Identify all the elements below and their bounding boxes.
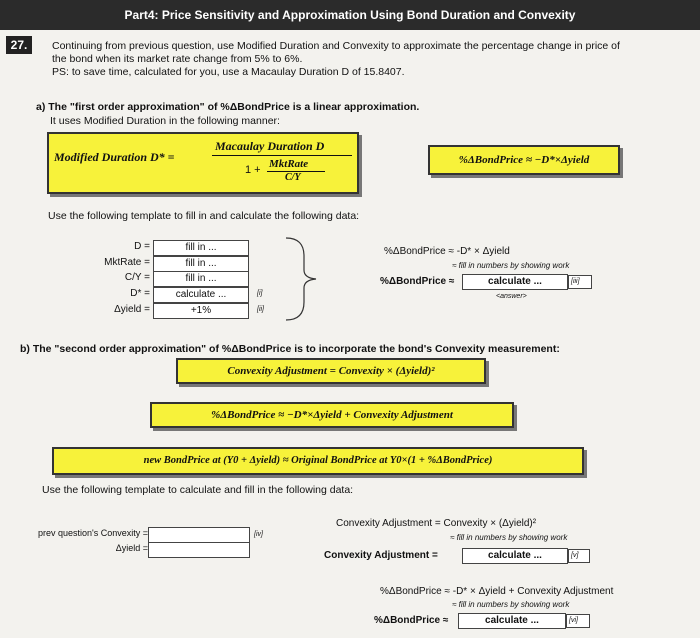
label-cy: C/Y = xyxy=(124,272,150,283)
tag-v: [v] xyxy=(568,549,590,563)
input-prev-convexity[interactable] xyxy=(148,527,250,543)
part-a-result-note: ≈ fill in numbers by showing work xyxy=(452,261,570,270)
question-line-3: PS: to save time, calculated for you, use a Macaulay Duration D of 15.8407. xyxy=(52,66,405,78)
prev-convexity-label: prev question's Convexity = xyxy=(37,528,148,538)
question-number: 27. xyxy=(6,36,32,54)
part-a-instruction: Use the following template to fill in and calculate the following data: xyxy=(48,210,360,222)
first-order-formula-box: %ΔBondPrice ≈ −D*×Δyield xyxy=(428,145,620,175)
part-a-calculate-field[interactable]: calculate ... xyxy=(462,274,568,290)
label-d: D = xyxy=(134,241,150,252)
part-b-instruction: Use the following template to calculate and fill in the following data: xyxy=(42,484,354,496)
question-line-2: the bond when its market rate change from 5% to 6%. xyxy=(52,53,303,65)
part-b-heading: b) The "second order approximation" of %ΔBondPrice is to incorporate the bond's Convexity measurement: xyxy=(20,343,560,355)
price-label: %ΔBondPrice ≈ xyxy=(374,615,449,626)
fraction-line xyxy=(212,155,352,156)
tag-iii: [iii] xyxy=(568,275,592,289)
convexity-adjustment-equation: Convexity Adjustment = Convexity × (Δyield)² xyxy=(336,518,537,529)
part-a-heading: a) The "first order approximation" of %ΔBondPrice is a linear approximation. xyxy=(36,101,420,113)
brace-icon xyxy=(282,236,322,322)
part-a-subheading: It uses Modified Duration in the following manner: xyxy=(50,115,280,127)
formula-den-denominator: C/Y xyxy=(285,172,301,183)
modified-duration-formula-box xyxy=(47,132,359,194)
answer-placeholder: <answer> xyxy=(496,293,527,300)
convexity-note: ≈ fill in numbers by showing work xyxy=(450,533,568,542)
label-mktrate: MktRate = xyxy=(104,257,150,268)
input-b-dyield[interactable] xyxy=(148,542,250,558)
input-mktrate[interactable]: fill in ... xyxy=(153,256,249,272)
part-a-result-label: %ΔBondPrice ≈ xyxy=(380,276,455,287)
input-d[interactable]: fill in ... xyxy=(153,240,249,256)
formula-numerator: Macaulay Duration D xyxy=(215,139,325,153)
formula-denominator-prefix: 1 + xyxy=(245,164,261,176)
label-dstar: D* = xyxy=(130,288,150,299)
convexity-calculate-field[interactable]: calculate ... xyxy=(462,548,568,564)
tag-ii: [ii] xyxy=(257,306,264,313)
label-dyield: Δyield = xyxy=(114,304,150,315)
tag-iv: [iv] xyxy=(254,531,263,538)
question-text xyxy=(52,40,692,79)
second-order-formula-box: %ΔBondPrice ≈ −D*×Δyield + Convexity Adjustment xyxy=(150,402,514,428)
tag-i: [i] xyxy=(257,290,263,297)
convexity-adjustment-formula-box: Convexity Adjustment = Convexity × (Δyield)² xyxy=(176,358,486,384)
formula-den-numerator: MktRate xyxy=(269,158,309,170)
tag-vi: [vi] xyxy=(566,614,590,628)
formula-lhs: Modified Duration D* = xyxy=(54,150,175,164)
dyield-label: Δyield = xyxy=(115,543,148,553)
input-dyield[interactable]: +1% xyxy=(153,303,249,319)
input-dstar[interactable]: calculate ... xyxy=(153,287,249,303)
new-bond-price-formula-box: new BondPrice at (Y0 + Δyield) ≈ Original BondPrice at Y0×(1 + %ΔBondPrice) xyxy=(52,447,584,475)
question-line-1: Continuing from previous question, use Modified Duration and Convexity to approximate the percentage change in price of xyxy=(52,40,620,52)
price-note: ≈ fill in numbers by showing work xyxy=(452,600,570,609)
page-title: Part4: Price Sensitivity and Approximation Using Bond Duration and Convexity xyxy=(0,0,700,30)
input-cy[interactable]: fill in ... xyxy=(153,271,249,287)
price-equation: %ΔBondPrice ≈ -D* × Δyield + Convexity Adjustment xyxy=(380,586,614,597)
convexity-adjustment-label: Convexity Adjustment = xyxy=(324,550,438,561)
part-a-result-equation: %ΔBondPrice ≈ -D* × Δyield xyxy=(384,246,510,257)
price-calculate-field[interactable]: calculate ... xyxy=(458,613,566,629)
